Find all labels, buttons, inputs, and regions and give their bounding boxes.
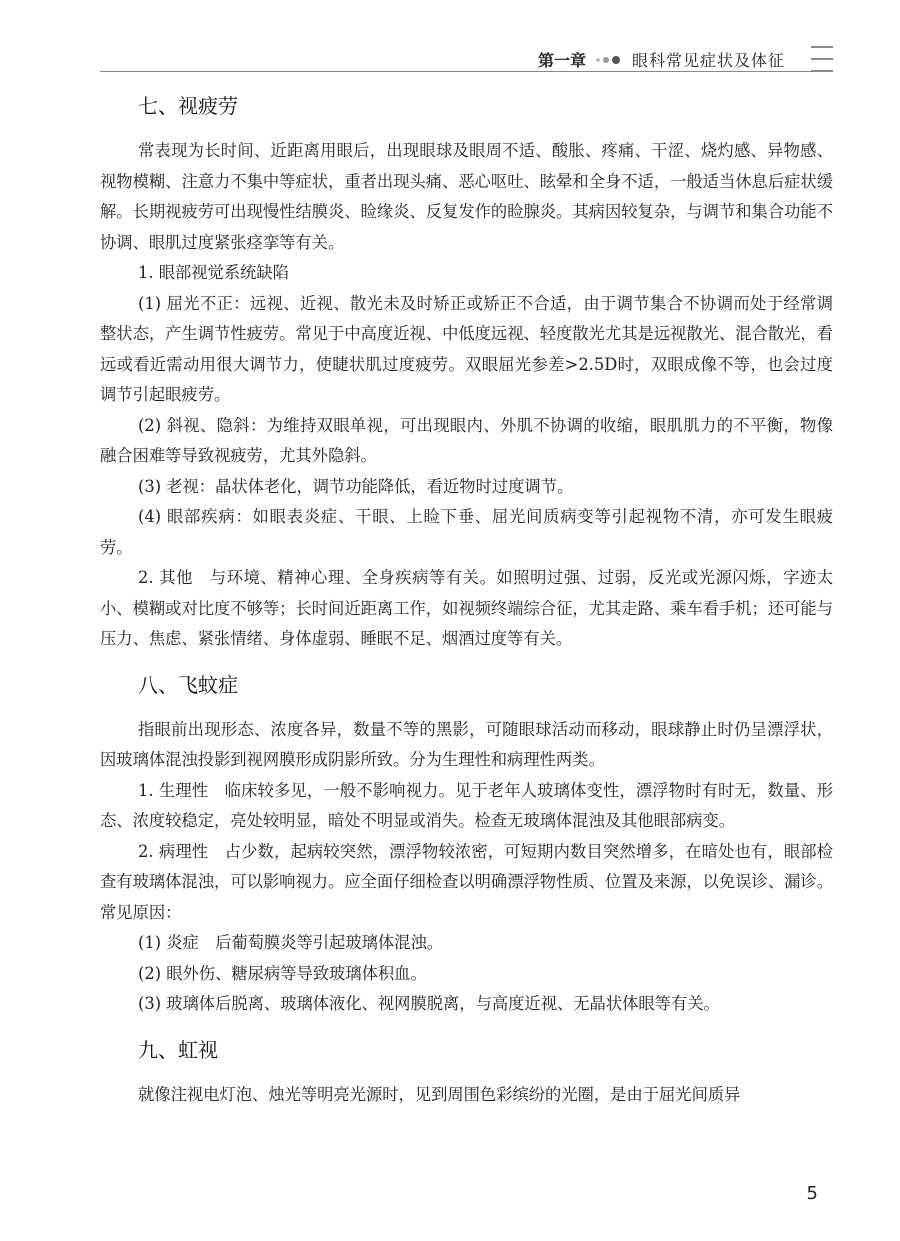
paragraph: 2. 其他 与环境、精神心理、全身疾病等有关。如照明过强、过弱，反光或光源闪烁，字迹太小、模糊或对比度不够等；长时间近距离工作，如视频终端综合征，尤其走路、乘车看手机；还可能与压力、焦虑、紧张情绪、身体虚弱、睡眠不足、烟酒过度等有关。 bbox=[100, 568, 833, 648]
chapter-label: 第一章 bbox=[537, 51, 586, 70]
paragraph: (3) 玻璃体后脱离、玻璃体液化、视网膜脱离，与高度近视、无晶状体眼等有关。 bbox=[138, 994, 720, 1013]
paragraph: (1) 屈光不正：远视、近视、散光未及时矫正或矫正不合适，由于调节集合不协调而处于经常调整状态，产生调节性疲劳。常见于中高度近视、中低度远视、轻度散光尤其是远视散光、混合散光，看远或看近需动用很大调节力，使睫状肌过度疲劳。双眼屈光参差>2.5D时，双眼成像不等，也会过度调节引起眼疲劳。 bbox=[100, 293, 833, 404]
header-bars-ornament bbox=[811, 46, 833, 72]
paragraph: (3) 老视：晶状体老化，调节功能降低，看近物时过度调节。 bbox=[138, 476, 574, 496]
page-number: 5 bbox=[806, 1183, 818, 1204]
paragraph: (4) 眼部疾病：如眼表炎症、干眼、上睑下垂、屈光间质病变等引起视物不清，亦可发生眼疲劳。 bbox=[100, 507, 833, 557]
section-floaters bbox=[100, 671, 833, 1020]
paragraph: (2) 眼外伤、糖尿病等导致玻璃体积血。 bbox=[138, 963, 427, 983]
paragraph: 1. 眼部视觉系统缺陷 bbox=[138, 263, 289, 282]
page-body bbox=[100, 92, 833, 1110]
paragraph: 指眼前出现形态、浓度各异，数量不等的黑影，可随眼球活动而移动，眼球静止时仍呈漂浮状，因玻璃体混浊投影到视网膜形成阴影所致。分为生理性和病理性两类。 bbox=[100, 719, 833, 769]
paragraph: 常表现为长时间、近距离用眼后，出现眼球及眼周不适、酸胀、疼痛、干涩、烧灼感、异物感、视物模糊、注意力不集中等症状，重者出现头痛、恶心呕吐、眩晕和全身不适，一般适当休息后症状缓解。长期视疲劳可出现慢性结膜炎、睑缘炎、反复发作的睑腺炎。其病因较复杂，与调节和集合功能不协调、眼肌过度紧张痉挛等有关。 bbox=[100, 141, 833, 252]
paragraph: 1. 生理性 临床较多见，一般不影响视力。见于老年人玻璃体变性，漂浮物时有时无，数量、形态、浓度较稳定，亮处较明显，暗处不明显或消失。检查无玻璃体混浊及其他眼部病变。 bbox=[100, 780, 833, 830]
section-heading: 九、虹视 bbox=[138, 1037, 218, 1062]
paragraph: 就像注视电灯泡、烛光等明亮光源时，见到周围色彩缤纷的光圈，是由于屈光间质异 bbox=[138, 1084, 741, 1104]
section-heading: 八、飞蚊症 bbox=[138, 672, 238, 697]
paragraph: (2) 斜视、隐斜：为维持双眼单视，可出现眼内、外肌不协调的收缩，眼肌肌力的不平衡，物像融合困难等导致视疲劳，尤其外隐斜。 bbox=[100, 415, 833, 465]
section-halo-vision bbox=[100, 1036, 833, 1111]
paragraph: (1) 炎症 后葡萄膜炎等引起玻璃体混浊。 bbox=[138, 933, 444, 952]
header-rule bbox=[100, 71, 833, 72]
section-visual-fatigue bbox=[100, 92, 833, 655]
header-dots-ornament bbox=[596, 56, 620, 64]
paragraph: 2. 病理性 占少数，起病较突然，漂浮物较浓密，可短期内数目突然增多，在暗处也有，眼部检查有玻璃体混浊，可以影响视力。应全面仔细检查以明确漂浮物性质、位置及来源，以免误诊、漏诊。常见原因： bbox=[100, 841, 833, 922]
chapter-title: 眼科常见症状及体征 bbox=[631, 51, 785, 70]
header-text bbox=[538, 48, 785, 71]
section-heading: 七、视疲劳 bbox=[138, 94, 238, 118]
running-header bbox=[100, 42, 833, 72]
